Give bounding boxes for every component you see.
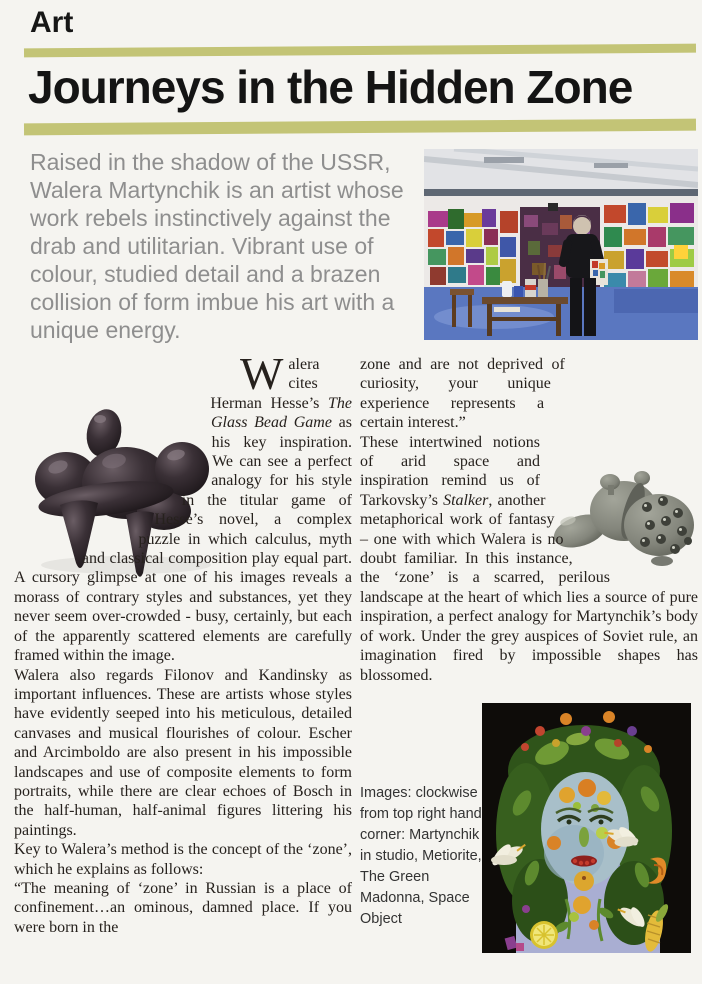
images-caption: Images: clockwise from top right hand corner: Martynchik in studio, Metiorite, The Green Madonna, Space Object (360, 785, 482, 927)
drop-cap: W (240, 348, 284, 399)
paragraph: These intertwined notions of arid space and inspiration remind us of Tarkovsky’s Stalker, another metaphorical work of fantasy – one with which Walera is no doubt familiar. In this instance, the ‘zone’ is a scarred, perilous landscape at the heart of which lies a source of pure inspiration, a perfect analogy for Martynchik’s body of work. Under the grey auspices of Soviet rule, an imagination fired by impossible shapes has blossomed. (360, 433, 698, 684)
section-label: Art (30, 6, 74, 39)
book-title: The Glass Bead Game (210, 394, 352, 432)
collage-left (428, 209, 518, 285)
green-madonna-image (482, 703, 691, 953)
paragraph: Walera also regards Filonov and Kandinsky as important influences. These are artists whose styles have evidently seeped into his meticulous, detailed canvases and musical flourishes of colour. Escher and Arcimboldo are also present in his impossible landscapes and use of composite elements to form portraits, while there are clear echoes of Bosch in the half-human, half-animal figures littering his paintings. (14, 666, 352, 839)
studio-photo (424, 149, 698, 340)
green-madonna-illustration (482, 703, 691, 953)
olive-rule-bottom (24, 119, 696, 136)
paragraph: zone and are not deprived of curiosity, your unique experience represents a certain interest.” (360, 356, 565, 432)
left-column (14, 348, 352, 937)
paragraph: Walera cites Herman Hesse’s The Glass Bead Game as his key inspiration. We can see a perfect analogy for his style in the titular game of Hesse’s novel, a complex puzzle in which calculus, myth and classical composition play equal part. A cursory glimpse at one of his images reveals a morass of contrary styles and substances, yet they never seem over-crowded - busy, certainly, but each of the apparently scattered elements are carefully framed within the image. (14, 348, 352, 665)
artist-in-studio-illustration (424, 149, 698, 340)
standfirst-paragraph: Raised in the shadow of the USSR, Walera Martynchik is an artist whose work rebels instinctively against the drab and utilitarian. Vibrant use of colour, studied detail and a brazen collision of form imbue his art with a unique energy. (30, 149, 404, 343)
lemon-slice (530, 921, 558, 949)
page-title: Journeys in the Hidden Zone (28, 61, 633, 113)
film-title: Stalker (443, 491, 489, 509)
paragraph: “The meaning of ‘zone’ in Russian is a place of confinement…an ominous, damned place. If you were born in the (14, 879, 352, 936)
paragraph: Key to Walera’s method is the concept of the ‘zone’, which he explains as follows: (14, 841, 352, 878)
collage-right (604, 203, 694, 289)
olive-rule-top (24, 44, 696, 58)
